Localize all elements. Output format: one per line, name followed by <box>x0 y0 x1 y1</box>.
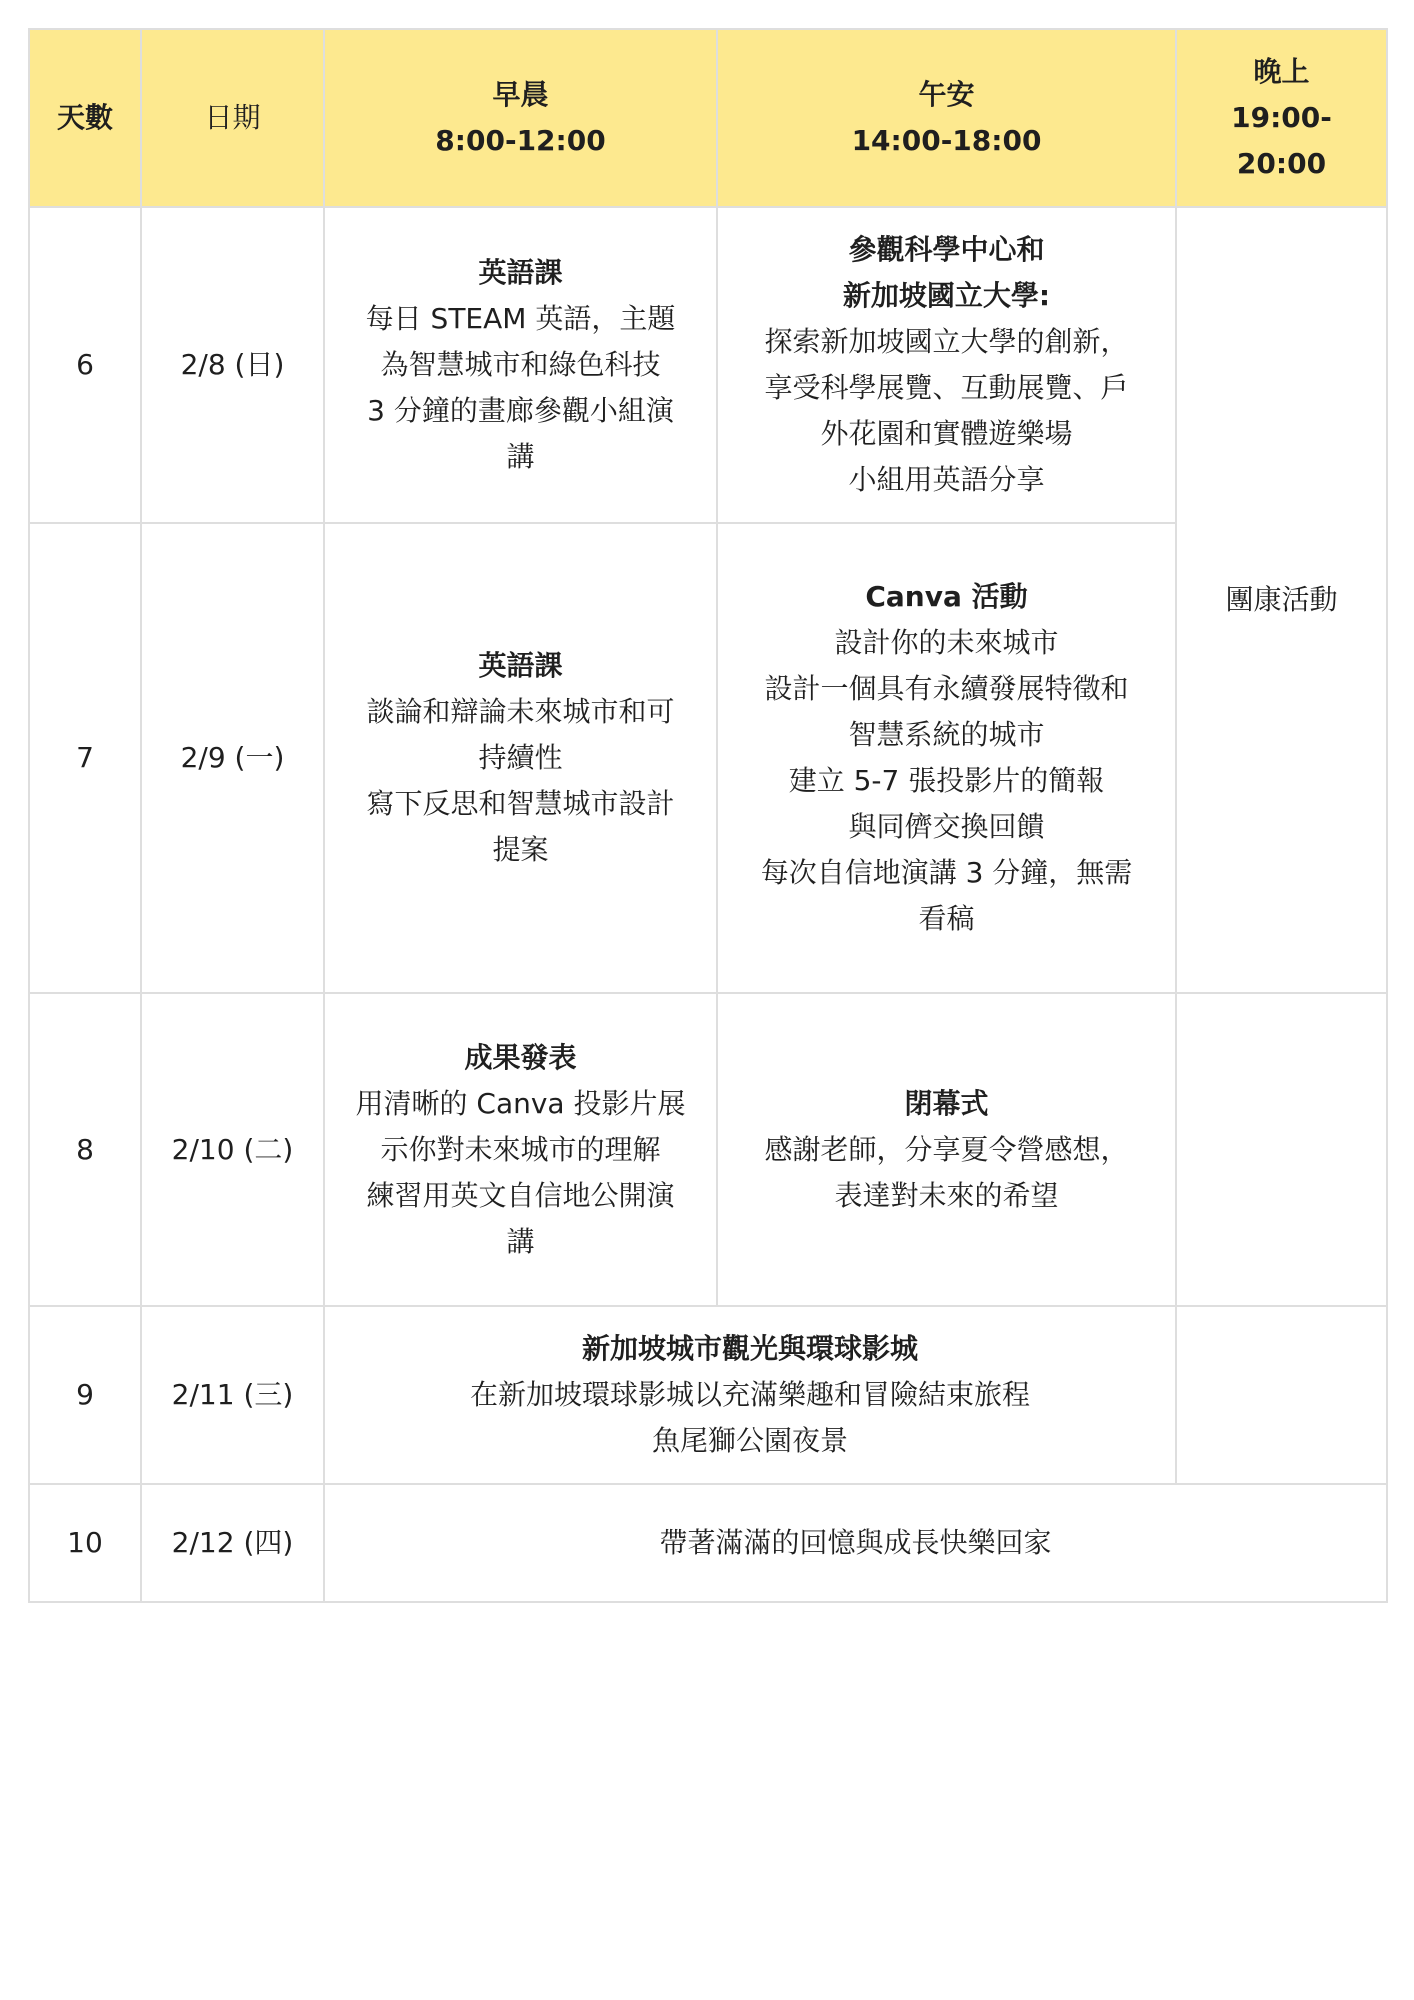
afternoon-title: 參觀科學中心和 <box>848 233 1045 266</box>
afternoon-title: 閉幕式 <box>904 1086 989 1120</box>
afternoon-line: 與同儕交換回饋 <box>848 810 1045 843</box>
combined-title: 新加坡城市觀光與環球影城 <box>581 1332 918 1365</box>
date-cell: 2/11 (三) <box>141 1306 324 1484</box>
day-cell: 6 <box>29 207 141 523</box>
header-morning-time: 8:00-12:00 <box>435 124 606 157</box>
header-evening-time: 19:00-20:00 <box>1231 101 1332 180</box>
morning-title: 英語課 <box>478 649 563 682</box>
morning-line: 3 分鐘的畫廊參觀小組演 <box>367 394 674 427</box>
table-row-day-8 <box>29 993 1387 1306</box>
afternoon-line: 表達對未來的希望 <box>834 1178 1059 1212</box>
evening-activity: 團康活動 <box>1225 583 1338 616</box>
afternoon-line: 外花園和實體遊樂場 <box>820 417 1073 450</box>
day-cell: 8 <box>29 993 141 1306</box>
morning-line: 為智慧城市和綠色科技 <box>380 348 661 381</box>
morning-line: 講 <box>506 1224 535 1258</box>
itinerary-table <box>28 28 1388 1603</box>
morning-line: 談論和辯論未來城市和可 <box>366 695 675 728</box>
afternoon-line: 探索新加坡國立大學的創新， <box>764 325 1129 358</box>
day-cell: 9 <box>29 1306 141 1484</box>
date-cell: 2/9 (一) <box>141 523 324 993</box>
afternoon-line: 智慧系統的城市 <box>848 718 1045 751</box>
morning-line: 提案 <box>492 833 549 866</box>
table-row-day-6 <box>29 207 1387 523</box>
header-day-label: 天數 <box>56 101 113 134</box>
table-row-day-9 <box>29 1306 1387 1484</box>
afternoon-title: Canva 活動 <box>865 580 1028 613</box>
combined-line: 在新加坡環球影城以充滿樂趣和冒險結束旅程 <box>469 1378 1030 1411</box>
evening-cell-empty <box>1176 993 1387 1306</box>
morning-line: 寫下反思和智慧城市設計 <box>366 787 675 820</box>
afternoon-line: 設計你的未來城市 <box>834 626 1059 659</box>
afternoon-line: 享受科學展覽、互動展覽、戶 <box>764 371 1129 404</box>
afternoon-cell <box>717 993 1176 1306</box>
afternoon-line: 小組用英語分享 <box>848 463 1045 496</box>
afternoon-line: 感謝老師，分享夏令營感想， <box>764 1132 1129 1166</box>
header-afternoon-label: 午安 <box>918 78 975 111</box>
evening-cell-shared <box>1176 207 1387 993</box>
morning-title: 成果發表 <box>464 1040 577 1074</box>
header-afternoon-time: 14:00-18:00 <box>851 124 1042 157</box>
evening-cell-empty <box>1176 1306 1387 1484</box>
header-afternoon <box>717 29 1176 207</box>
day-cell: 7 <box>29 523 141 993</box>
afternoon-title: 新加坡國立大學: <box>842 279 1051 312</box>
header-row <box>29 29 1387 207</box>
afternoon-cell <box>717 207 1176 523</box>
morning-cell <box>324 993 717 1306</box>
afternoon-cell <box>717 523 1176 993</box>
date-cell: 2/8 (日) <box>141 207 324 523</box>
combined-day-cell <box>324 1306 1176 1484</box>
afternoon-line: 建立 5-7 張投影片的簡報 <box>788 764 1105 797</box>
header-evening-label: 晚上 <box>1253 55 1310 88</box>
header-day <box>29 29 141 207</box>
morning-line: 講 <box>506 440 535 473</box>
date-cell: 2/12 (四) <box>141 1484 324 1602</box>
header-date <box>141 29 324 207</box>
morning-title: 英語課 <box>478 256 563 289</box>
header-morning-label: 早晨 <box>492 78 549 111</box>
morning-cell <box>324 523 717 993</box>
combined-day-cell <box>324 1484 1387 1602</box>
morning-line: 練習用英文自信地公開演 <box>366 1178 675 1212</box>
combined-text: 帶著滿滿的回憶與成長快樂回家 <box>659 1526 1052 1559</box>
header-date-label: 日期 <box>204 101 261 134</box>
morning-line: 用清晰的 Canva 投影片展 <box>355 1086 686 1120</box>
morning-line: 示你對未來城市的理解 <box>380 1132 661 1166</box>
header-morning <box>324 29 717 207</box>
afternoon-line: 看稿 <box>918 902 975 935</box>
morning-line: 持續性 <box>478 741 563 774</box>
afternoon-line: 每次自信地演講 3 分鐘，無需 <box>760 856 1133 889</box>
day-cell: 10 <box>29 1484 141 1602</box>
afternoon-line: 設計一個具有永續發展特徵和 <box>764 672 1129 705</box>
morning-cell <box>324 207 717 523</box>
table-row-day-10 <box>29 1484 1387 1602</box>
header-evening <box>1176 29 1387 207</box>
morning-line: 每日 STEAM 英語，主題 <box>365 302 676 335</box>
date-cell: 2/10 (二) <box>141 993 324 1306</box>
combined-line: 魚尾獅公園夜景 <box>651 1424 848 1457</box>
